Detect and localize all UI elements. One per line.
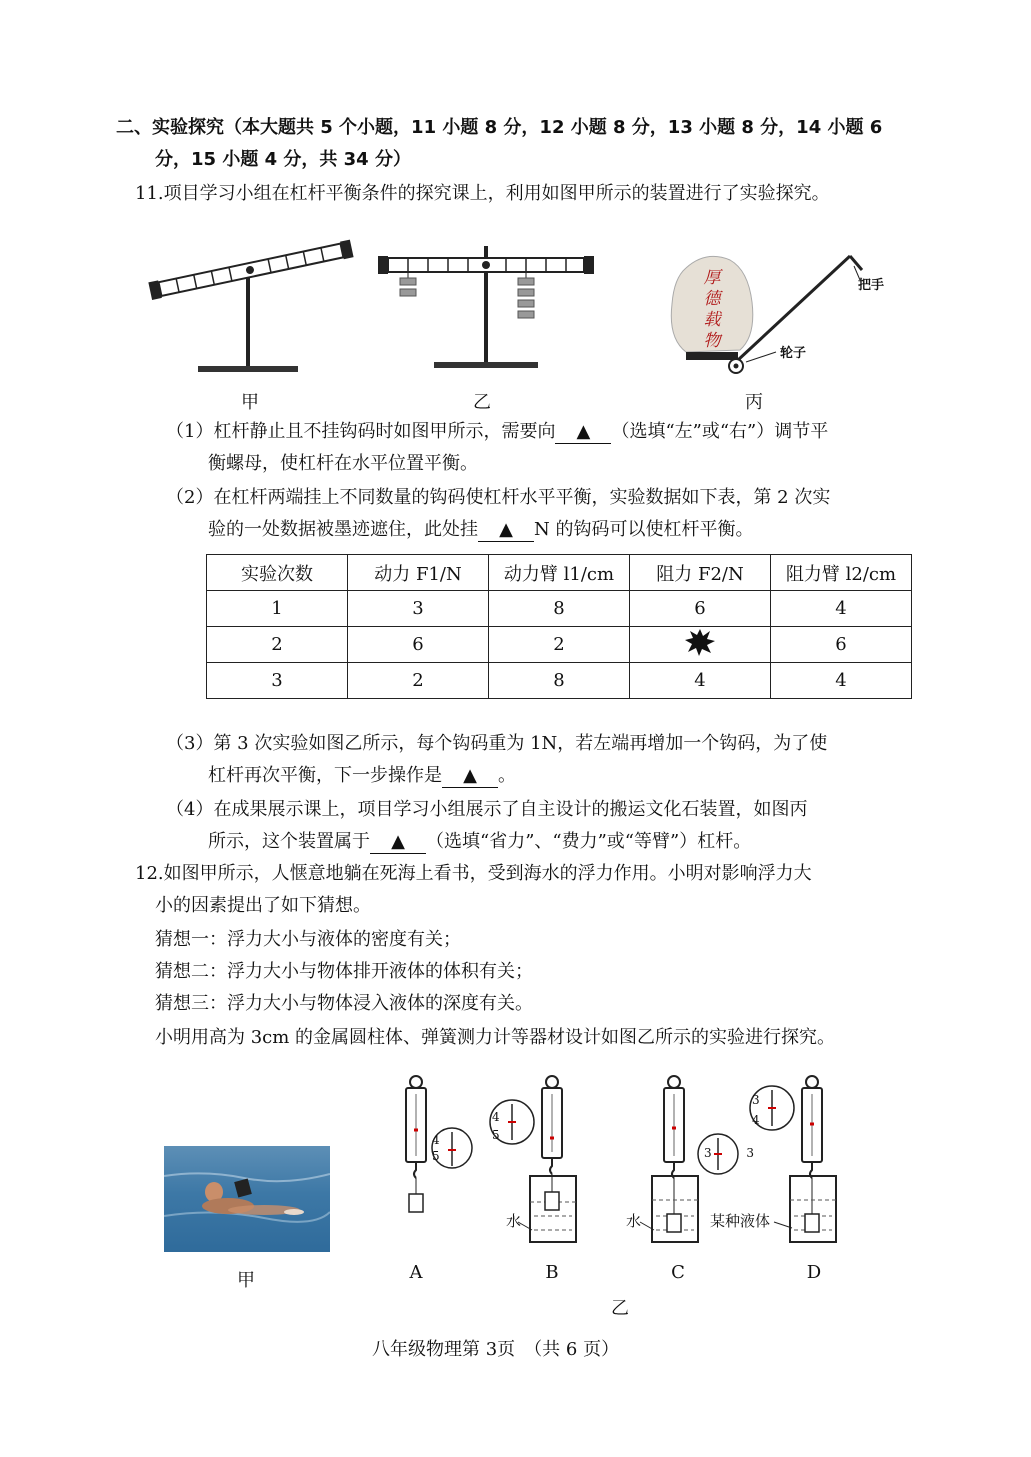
scale-b-num-bottom: 5 xyxy=(492,1128,500,1142)
q11-p4-text-a: 所示，这个装置属于 xyxy=(208,831,370,852)
q12-line1: 12.如图甲所示，人惬意地躺在死海上看书，受到海水的浮力作用。小明对影响浮力大 xyxy=(135,863,812,884)
q11-p1-text-a: （1）杠杆静止且不挂钩码时如图甲所示，需要向 xyxy=(166,421,556,442)
dead-sea-photo xyxy=(164,1146,330,1252)
setup-c-label: C xyxy=(671,1262,685,1283)
scale-d-num-bottom: 4 xyxy=(752,1113,760,1127)
q11-p1-text-b: （选填“左”或“右”）调节平 xyxy=(611,421,829,442)
table-cell: 2 xyxy=(348,663,489,699)
table-cell: 8 xyxy=(489,663,630,699)
section-title-line1: 二、实验探究（本大题共 5 个小题，11 小题 8 分，12 小题 8 分，13 小题 8 分，14 小题 6 xyxy=(116,117,883,138)
scale-c-numbers xyxy=(704,1146,754,1160)
table-row xyxy=(207,627,912,663)
scale-d-numbers xyxy=(752,1090,760,1130)
q11-part2-line2 xyxy=(208,516,753,544)
scale-b-num-top: 4 xyxy=(492,1110,500,1124)
scale-a-num-bottom: 5 xyxy=(432,1149,440,1163)
stone-inscription xyxy=(700,268,724,352)
q12-hypothesis-1: 猜想一：浮力大小与液体的密度有关； xyxy=(155,929,461,950)
setup-b-label: B xyxy=(545,1262,559,1283)
stone-cart-figure xyxy=(664,246,874,376)
liquid-label-d: 某种液体 xyxy=(710,1212,771,1230)
q11-part1-line2: 衡螺母，使杠杆在水平位置平衡。 xyxy=(208,453,478,474)
table-cell: 4 xyxy=(771,663,912,699)
q11-part3-line2 xyxy=(208,762,516,790)
setup-d-label: D xyxy=(806,1262,822,1283)
table-cell: 6 xyxy=(348,627,489,663)
scale-d-num-top: 3 xyxy=(752,1093,760,1107)
stone-char-2: 德 xyxy=(703,289,721,309)
stone-char-3: 载 xyxy=(703,310,721,330)
water-label-b: 水 xyxy=(506,1212,522,1230)
q11-p3-text-a: 杠杆再次平衡，下一步操作是 xyxy=(208,765,442,786)
table-cell: 3 xyxy=(207,663,348,699)
setup-b xyxy=(490,1076,576,1242)
table-cell: 6 xyxy=(771,627,912,663)
table-row xyxy=(207,591,912,627)
q11-stem: 11.项目学习小组在杠杆平衡条件的探究课上，利用如图甲所示的装置进行了实验探究。 xyxy=(135,183,830,204)
q11-part2-line1: （2）在杠杆两端挂上不同数量的钩码使杠杆水平平衡，实验数据如下表，第 2 次实 xyxy=(166,487,831,508)
q11-p1-answer-blank[interactable]: ▲ xyxy=(555,421,611,444)
table-cell: 8 xyxy=(489,591,630,627)
q11-p2-text-b: N 的钩码可以使杠杆平衡。 xyxy=(534,519,754,540)
wheel-label: 轮子 xyxy=(780,346,807,361)
table-header-cell: 阻力臂 l2/cm xyxy=(771,555,912,591)
lever-tilted-figure xyxy=(140,230,370,380)
fig-bing-label: 丙 xyxy=(745,392,763,413)
ink-blot-cell xyxy=(630,627,771,663)
table-header-cell: 动力 F1/N xyxy=(348,555,489,591)
section-title-line2: 分，15 小题 4 分，共 34 分） xyxy=(155,149,411,170)
table-cell: 1 xyxy=(207,591,348,627)
table-header-cell: 实验次数 xyxy=(207,555,348,591)
q12-fig-jia-label: 甲 xyxy=(237,1270,255,1291)
stone-char-4: 物 xyxy=(703,331,721,351)
scale-c-num-left: 3 xyxy=(704,1146,712,1160)
q11-p4-text-b: （选填“省力”、“费力”或“等臂”）杠杆。 xyxy=(426,831,752,852)
table-header-row xyxy=(207,555,912,591)
table-header-cell: 动力臂 l1/cm xyxy=(489,555,630,591)
lever-balanced-figure xyxy=(372,240,602,375)
scale-a-numbers xyxy=(432,1132,440,1164)
table-cell: 4 xyxy=(771,591,912,627)
scale-c-num-right: 3 xyxy=(746,1146,754,1160)
table-cell: 2 xyxy=(489,627,630,663)
table-cell: 4 xyxy=(630,663,771,699)
swimmer-reading-illustration xyxy=(164,1146,330,1252)
q11-part1-line1 xyxy=(166,418,828,446)
fig-yi-label: 乙 xyxy=(473,392,491,413)
spring-scale-experiments-figure xyxy=(394,1070,854,1265)
fig-jia-label: 甲 xyxy=(241,392,259,413)
stone-char-1: 厚 xyxy=(703,268,721,288)
q11-p3-text-b: 。 xyxy=(498,765,516,786)
scale-a-num-top: 4 xyxy=(432,1133,440,1147)
scale-b-numbers xyxy=(492,1108,500,1144)
table-header-cell: 阻力 F2/N xyxy=(630,555,771,591)
q11-part4-line1: （4）在成果展示课上，项目学习小组展示了自主设计的搬运文化石装置，如图丙 xyxy=(166,799,808,820)
q12-line6: 小明用高为 3cm 的金属圆柱体、弹簧测力计等器材设计如图乙所示的实验进行探究。 xyxy=(155,1027,836,1048)
q12-fig-yi-label: 乙 xyxy=(611,1298,629,1319)
table-cell: 2 xyxy=(207,627,348,663)
table-row xyxy=(207,663,912,699)
q11-part4-line2 xyxy=(208,828,751,856)
q12-line2: 小的因素提出了如下猜想。 xyxy=(155,895,371,916)
water-label-c: 水 xyxy=(626,1212,642,1230)
setup-a-label: A xyxy=(409,1262,423,1283)
ink-blot-icon xyxy=(683,627,717,657)
q11-p3-answer-blank[interactable]: ▲ xyxy=(442,765,498,788)
q12-hypothesis-2: 猜想二：浮力大小与物体排开液体的体积有关； xyxy=(155,961,533,982)
table-cell: 6 xyxy=(630,591,771,627)
handle-label: 把手 xyxy=(858,278,885,293)
q12-hypothesis-3: 猜想三：浮力大小与物体浸入液体的深度有关。 xyxy=(155,993,533,1014)
lever-data-table xyxy=(206,554,912,699)
table-cell: 3 xyxy=(348,591,489,627)
page-footer: 八年级物理第 3页 （共 6 页） xyxy=(372,1339,620,1360)
q11-p4-answer-blank[interactable]: ▲ xyxy=(370,831,426,854)
q11-p2-text-a: 验的一处数据被墨迹遮住，此处挂 xyxy=(208,519,478,540)
q11-p2-answer-blank[interactable]: ▲ xyxy=(478,519,534,542)
q11-part3-line1: （3）第 3 次实验如图乙所示，每个钩码重为 1N，若左端再增加一个钩码，为了使 xyxy=(166,733,828,754)
